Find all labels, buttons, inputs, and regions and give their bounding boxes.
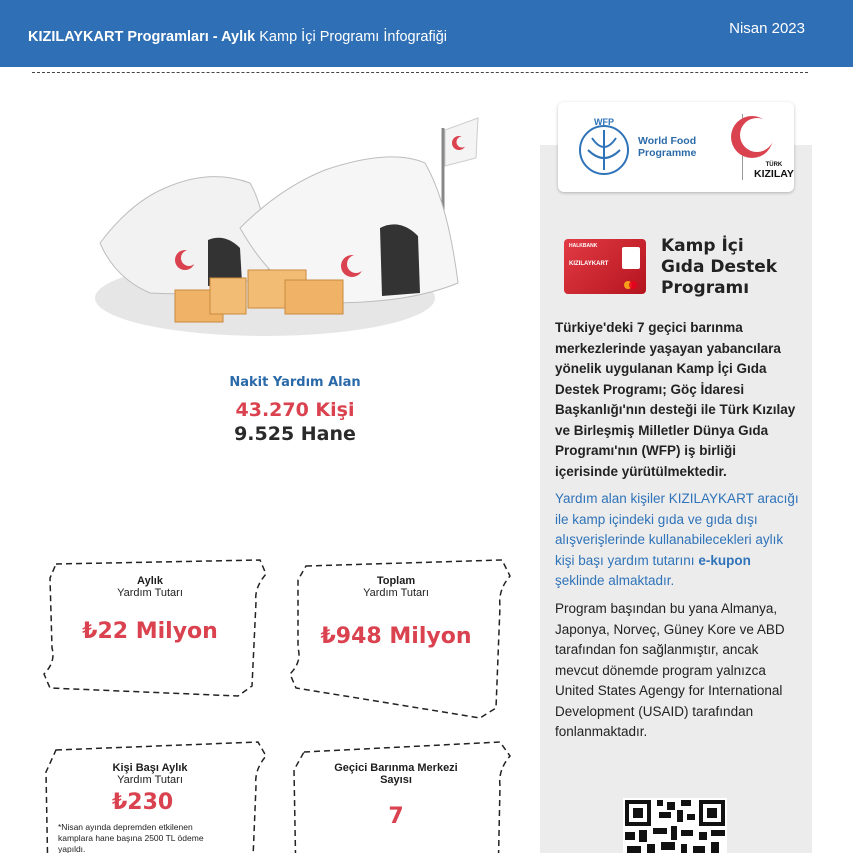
header-bar xyxy=(0,0,853,67)
kizilay-name xyxy=(754,162,794,180)
coupon-value: ₺230 xyxy=(112,790,174,815)
card-emblem-icon xyxy=(622,247,640,269)
header-subtitle: Kamp İçi Programı İnfografiği xyxy=(255,29,448,45)
program-title-line-3: Programı xyxy=(661,278,750,298)
coupon-subtitle: Yardım Tutarı xyxy=(117,774,183,786)
coupon-monthly-aid xyxy=(44,558,256,718)
kizilay-crescent-icon xyxy=(729,114,775,160)
header-title-bold: KIZILAYKART Programları xyxy=(28,29,209,45)
wfp-name xyxy=(638,135,696,159)
coupon-footnote: *Nisan ayında depremden etkilenen kamplara hane başına 2500 TL ödeme yapıldı. xyxy=(58,822,204,853)
program-coupon-info xyxy=(555,489,800,592)
card-brand: KIZILAYKART xyxy=(569,261,609,267)
tent-camp-illustration xyxy=(90,108,490,338)
coupon-info-end: şeklinde almaktadır. xyxy=(555,573,675,588)
coupon-title: Kişi Başı Aylık xyxy=(112,762,188,774)
kizilay-line-1: TÜRK xyxy=(765,162,783,168)
coupon-header xyxy=(290,575,502,599)
coupon-header xyxy=(290,762,502,786)
program-description: Türkiye'deki 7 geçici barınma merkezlerinde yaşayan yabancılara yönelik uygulanan Kamp İçi Gıda Destek Programı; Göç İdaresi Başkanlığı'nın desteği ile Türk Kızılay ve Birleşmiş Milletler Dünya Gıda Programı'nın (WFP) iş birliği içerisinde yürütülmektedir. xyxy=(555,320,796,479)
coupon-info-text: Yardım alan kişiler KIZILAYKART aracığı ile kamp içindeki gıda ve gıda dışı alışverişlerinde kullanabilecekleri aylık kişi başı yardım tutarını xyxy=(555,491,799,568)
stats-households: 9.525 Hane xyxy=(234,423,356,445)
card-bank: HALKBANK xyxy=(569,243,598,249)
wfp-abbr: WFP xyxy=(594,117,614,127)
coupon-subtitle: Yardım Tutarı xyxy=(117,587,183,599)
stats-label: Nakit Yardım Alan xyxy=(229,375,361,390)
kizilaykart-card-image xyxy=(564,239,646,294)
coupon-value: ₺948 Milyon xyxy=(320,624,472,649)
coupon-camp-count xyxy=(290,742,502,853)
coupon-total-aid xyxy=(290,558,502,718)
coupon-title: Toplam xyxy=(376,575,416,587)
header-subtitle-bold: Aylık xyxy=(221,29,256,45)
header-separator: - xyxy=(208,29,222,45)
coupon-value: ₺22 Milyon xyxy=(82,619,218,644)
coupon-per-person-aid xyxy=(44,742,256,853)
aid-recipient-stats xyxy=(170,375,420,445)
header-date: Nisan 2023 xyxy=(729,20,805,37)
coupon-title: Geçici Barınma Merkezi xyxy=(334,762,458,774)
e-kupon-highlight: e-kupon xyxy=(698,552,751,568)
mastercard-icon xyxy=(624,281,638,289)
wfp-line-2: Programme xyxy=(638,147,697,159)
partner-logos xyxy=(558,102,794,192)
coupon-frame xyxy=(290,742,512,853)
program-funding-info: Program başından bu yana Almanya, Japonya, Norveç, Güney Kore ve ABD tarafından fon sağlanmıştır, ancak mevcut dönemde program yalnızca United States Agengy for International Development (USAID) tarafından fonlanmaktadır. xyxy=(555,601,785,739)
qr-code-icon[interactable] xyxy=(623,798,727,853)
coupon-value: 7 xyxy=(388,804,404,829)
program-title-line-2: Gıda Destek xyxy=(661,257,778,277)
program-title-line-1: Kamp İçi xyxy=(661,236,744,256)
wfp-logo-icon xyxy=(574,116,634,178)
coupon-header xyxy=(44,762,256,786)
coupon-header xyxy=(44,575,256,599)
wfp-line-1: World Food xyxy=(638,135,697,147)
header-title xyxy=(28,29,447,45)
dashed-divider xyxy=(32,72,808,73)
coupon-title: Aylık xyxy=(137,575,163,587)
coupon-subtitle: Sayısı xyxy=(380,774,412,786)
stats-people: 43.270 Kişi xyxy=(235,399,355,421)
program-title xyxy=(661,236,777,299)
kizilay-line-2: KIZILAY xyxy=(754,168,794,180)
coupon-subtitle: Yardım Tutarı xyxy=(363,587,429,599)
